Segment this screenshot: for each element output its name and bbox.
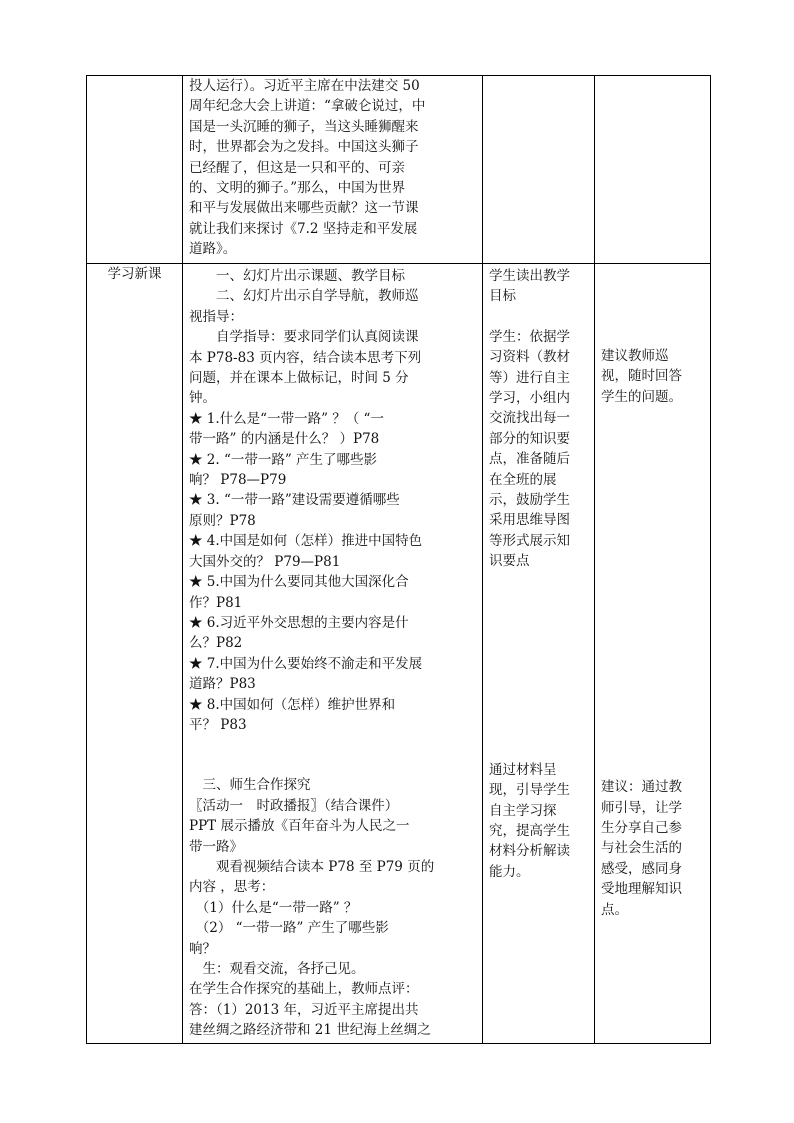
content-cell bbox=[183, 76, 483, 264]
text-line: 周年纪念大会上讲道：“拿破仑说过，中 bbox=[189, 98, 426, 115]
text-line: 受地理解知识 bbox=[601, 881, 682, 898]
text-line: 视指导： bbox=[189, 308, 243, 325]
text-line: 作？P81 bbox=[189, 594, 243, 611]
text-line: 已经醒了，但这是一只和平的、可亲 bbox=[189, 159, 405, 176]
text-line: 道路》。 bbox=[189, 241, 237, 258]
spacer bbox=[601, 266, 704, 346]
text-line: 学生的问题。 bbox=[601, 388, 682, 405]
row-label-cell bbox=[87, 76, 183, 264]
text-line: 观看视频结合读本 P78 至 P79 页的 bbox=[189, 858, 435, 875]
text-line: 点，准备随后 bbox=[489, 451, 570, 468]
text-line: 本 P78-83 页内容，结合读本思考下列 bbox=[189, 349, 422, 366]
text-line: ★ 5.中国为什么要同其他大国深化合 bbox=[189, 574, 409, 591]
text-line: 和平与发展做出来哪些贡献？这一节课 bbox=[189, 200, 419, 217]
text-line: ★ 1.什么是“一带一路” ？（ “一 bbox=[189, 410, 384, 427]
table-row bbox=[87, 264, 711, 1044]
text-line: 答：（1）2013 年，习近平主席提出共 bbox=[189, 1001, 419, 1018]
text-line: 等）进行自主 bbox=[489, 369, 570, 386]
text-line: 部分的知识要 bbox=[489, 430, 570, 447]
text-line: 道路？P83 bbox=[189, 676, 256, 693]
text-line: 建议教师巡 bbox=[601, 348, 669, 364]
text-line: 学习，小组内 bbox=[489, 390, 570, 407]
text-line: 交流找出每一 bbox=[489, 410, 570, 427]
text-line: 二、幻灯片出示自学导航，教师巡 bbox=[189, 288, 419, 305]
text-line: 生分享自己参 bbox=[601, 820, 682, 837]
text-line: 在全班的展 bbox=[489, 471, 557, 488]
text-line: 时，世界都会为之发抖。中国这头狮子 bbox=[189, 139, 419, 156]
text-line: 目标 bbox=[489, 288, 516, 305]
spacer bbox=[489, 572, 588, 760]
student-activity-cell bbox=[483, 76, 595, 264]
text-line: 大国外交的？ P79—P81 bbox=[189, 553, 341, 570]
text-line: 响？ bbox=[189, 940, 216, 957]
spacer bbox=[489, 307, 588, 327]
text-line: 究，提高学生 bbox=[489, 822, 570, 839]
text-line: 等形式展示知 bbox=[489, 532, 570, 549]
text-line: 投人运行）。习近平主席在中法建交 50 bbox=[189, 78, 420, 94]
text-line: 通过材料呈 bbox=[489, 761, 557, 778]
text-line: PPT 展示播放《百年奋斗为人民之一 bbox=[189, 818, 410, 835]
text-line: 视，随时回答 bbox=[601, 368, 682, 385]
text-line: 平？ P83 bbox=[189, 716, 247, 733]
text-line: 学生读出教学 bbox=[489, 268, 570, 284]
text-line: 内容 ，思考： bbox=[189, 879, 275, 896]
spacer bbox=[189, 735, 476, 775]
text-line: 采用思维导图 bbox=[489, 512, 570, 529]
text-line: ★ 3. “一带一路”建设需要遵循哪些 bbox=[189, 492, 400, 509]
text-line: ★ 8.中国如何（怎样）维护世界和 bbox=[189, 696, 396, 713]
text-line: 学生：依据学 bbox=[489, 328, 570, 345]
text-line: ★ 6.习近平外交思想的主要内容是什 bbox=[189, 614, 409, 631]
text-line: 响？ P78—P79 bbox=[189, 472, 287, 489]
text-line: （2） “一带一路” 产生了哪些影 bbox=[189, 920, 389, 937]
text-line: 点。 bbox=[601, 901, 628, 918]
text-line: 现，引导学生 bbox=[489, 782, 570, 799]
student-activity-cell bbox=[483, 264, 595, 1044]
text-line: ★ 7.中国为什么要始终不渝走和平发展 bbox=[189, 655, 423, 672]
text-line: 感受，感同身 bbox=[601, 860, 682, 877]
text-line: 习资料（教材 bbox=[489, 349, 570, 366]
text-line: 建议：通过教 bbox=[601, 779, 682, 796]
suggestion-cell bbox=[595, 264, 711, 1044]
text-line: 自主学习探 bbox=[489, 802, 557, 819]
text-line: ★ 4.中国是如何（怎样）推进中国特色 bbox=[189, 533, 423, 550]
suggestion-cell bbox=[595, 76, 711, 264]
text-line: 识要点 bbox=[489, 553, 530, 570]
text-line: 能力。 bbox=[489, 863, 530, 880]
spacer bbox=[601, 407, 704, 777]
text-line: 在学生合作探究的基础上，教师点评： bbox=[189, 981, 419, 998]
text-line: 带一路》 bbox=[189, 838, 243, 855]
row-label-cell: 学习新课 bbox=[87, 264, 183, 1044]
text-line: 〖活动一 时政播报〗（结合课件） bbox=[189, 797, 399, 814]
text-line: 材料分析解读 bbox=[489, 843, 570, 860]
text-line: 与社会生活的 bbox=[601, 840, 682, 857]
text-line: 师引导，让学 bbox=[601, 799, 682, 816]
content-cell bbox=[183, 264, 483, 1044]
section-heading: 三、师生合作探究 bbox=[189, 777, 311, 794]
text-line: 原则？P78 bbox=[189, 512, 256, 529]
text-line: 生：观看交流，各抒己见。 bbox=[189, 961, 365, 977]
text-line: 自学指导：要求同学们认真阅读课 bbox=[189, 329, 419, 346]
text-line: 的、文明的狮子。”那么，中国为世界 bbox=[189, 180, 406, 197]
text-line: 问题，并在课本上做标记，时间 5 分 bbox=[189, 370, 409, 387]
text-line: 钟。 bbox=[189, 390, 216, 407]
table-row bbox=[87, 76, 711, 264]
text-line: 么？P82 bbox=[189, 635, 243, 652]
lesson-plan-table bbox=[86, 75, 711, 1044]
text-line: （1）什么是“一带一路” ？ bbox=[189, 899, 358, 916]
text-line: ★ 2. “一带一路” 产生了哪些影 bbox=[189, 451, 378, 468]
text-line: 建丝绸之路经济带和 21 世纪海上丝绸之 bbox=[189, 1022, 431, 1039]
text-line: 就让我们来探讨《7.2 坚持走和平发展 bbox=[189, 220, 418, 237]
text-line: 示，鼓励学生 bbox=[489, 492, 570, 509]
text-line: 带一路” 的内涵是什么？ ）P78 bbox=[189, 431, 380, 448]
text-line: 一、幻灯片出示课题、教学目标 bbox=[189, 268, 405, 284]
text-line: 国是一头沉睡的狮子，当这头睡狮醒来 bbox=[189, 118, 419, 135]
